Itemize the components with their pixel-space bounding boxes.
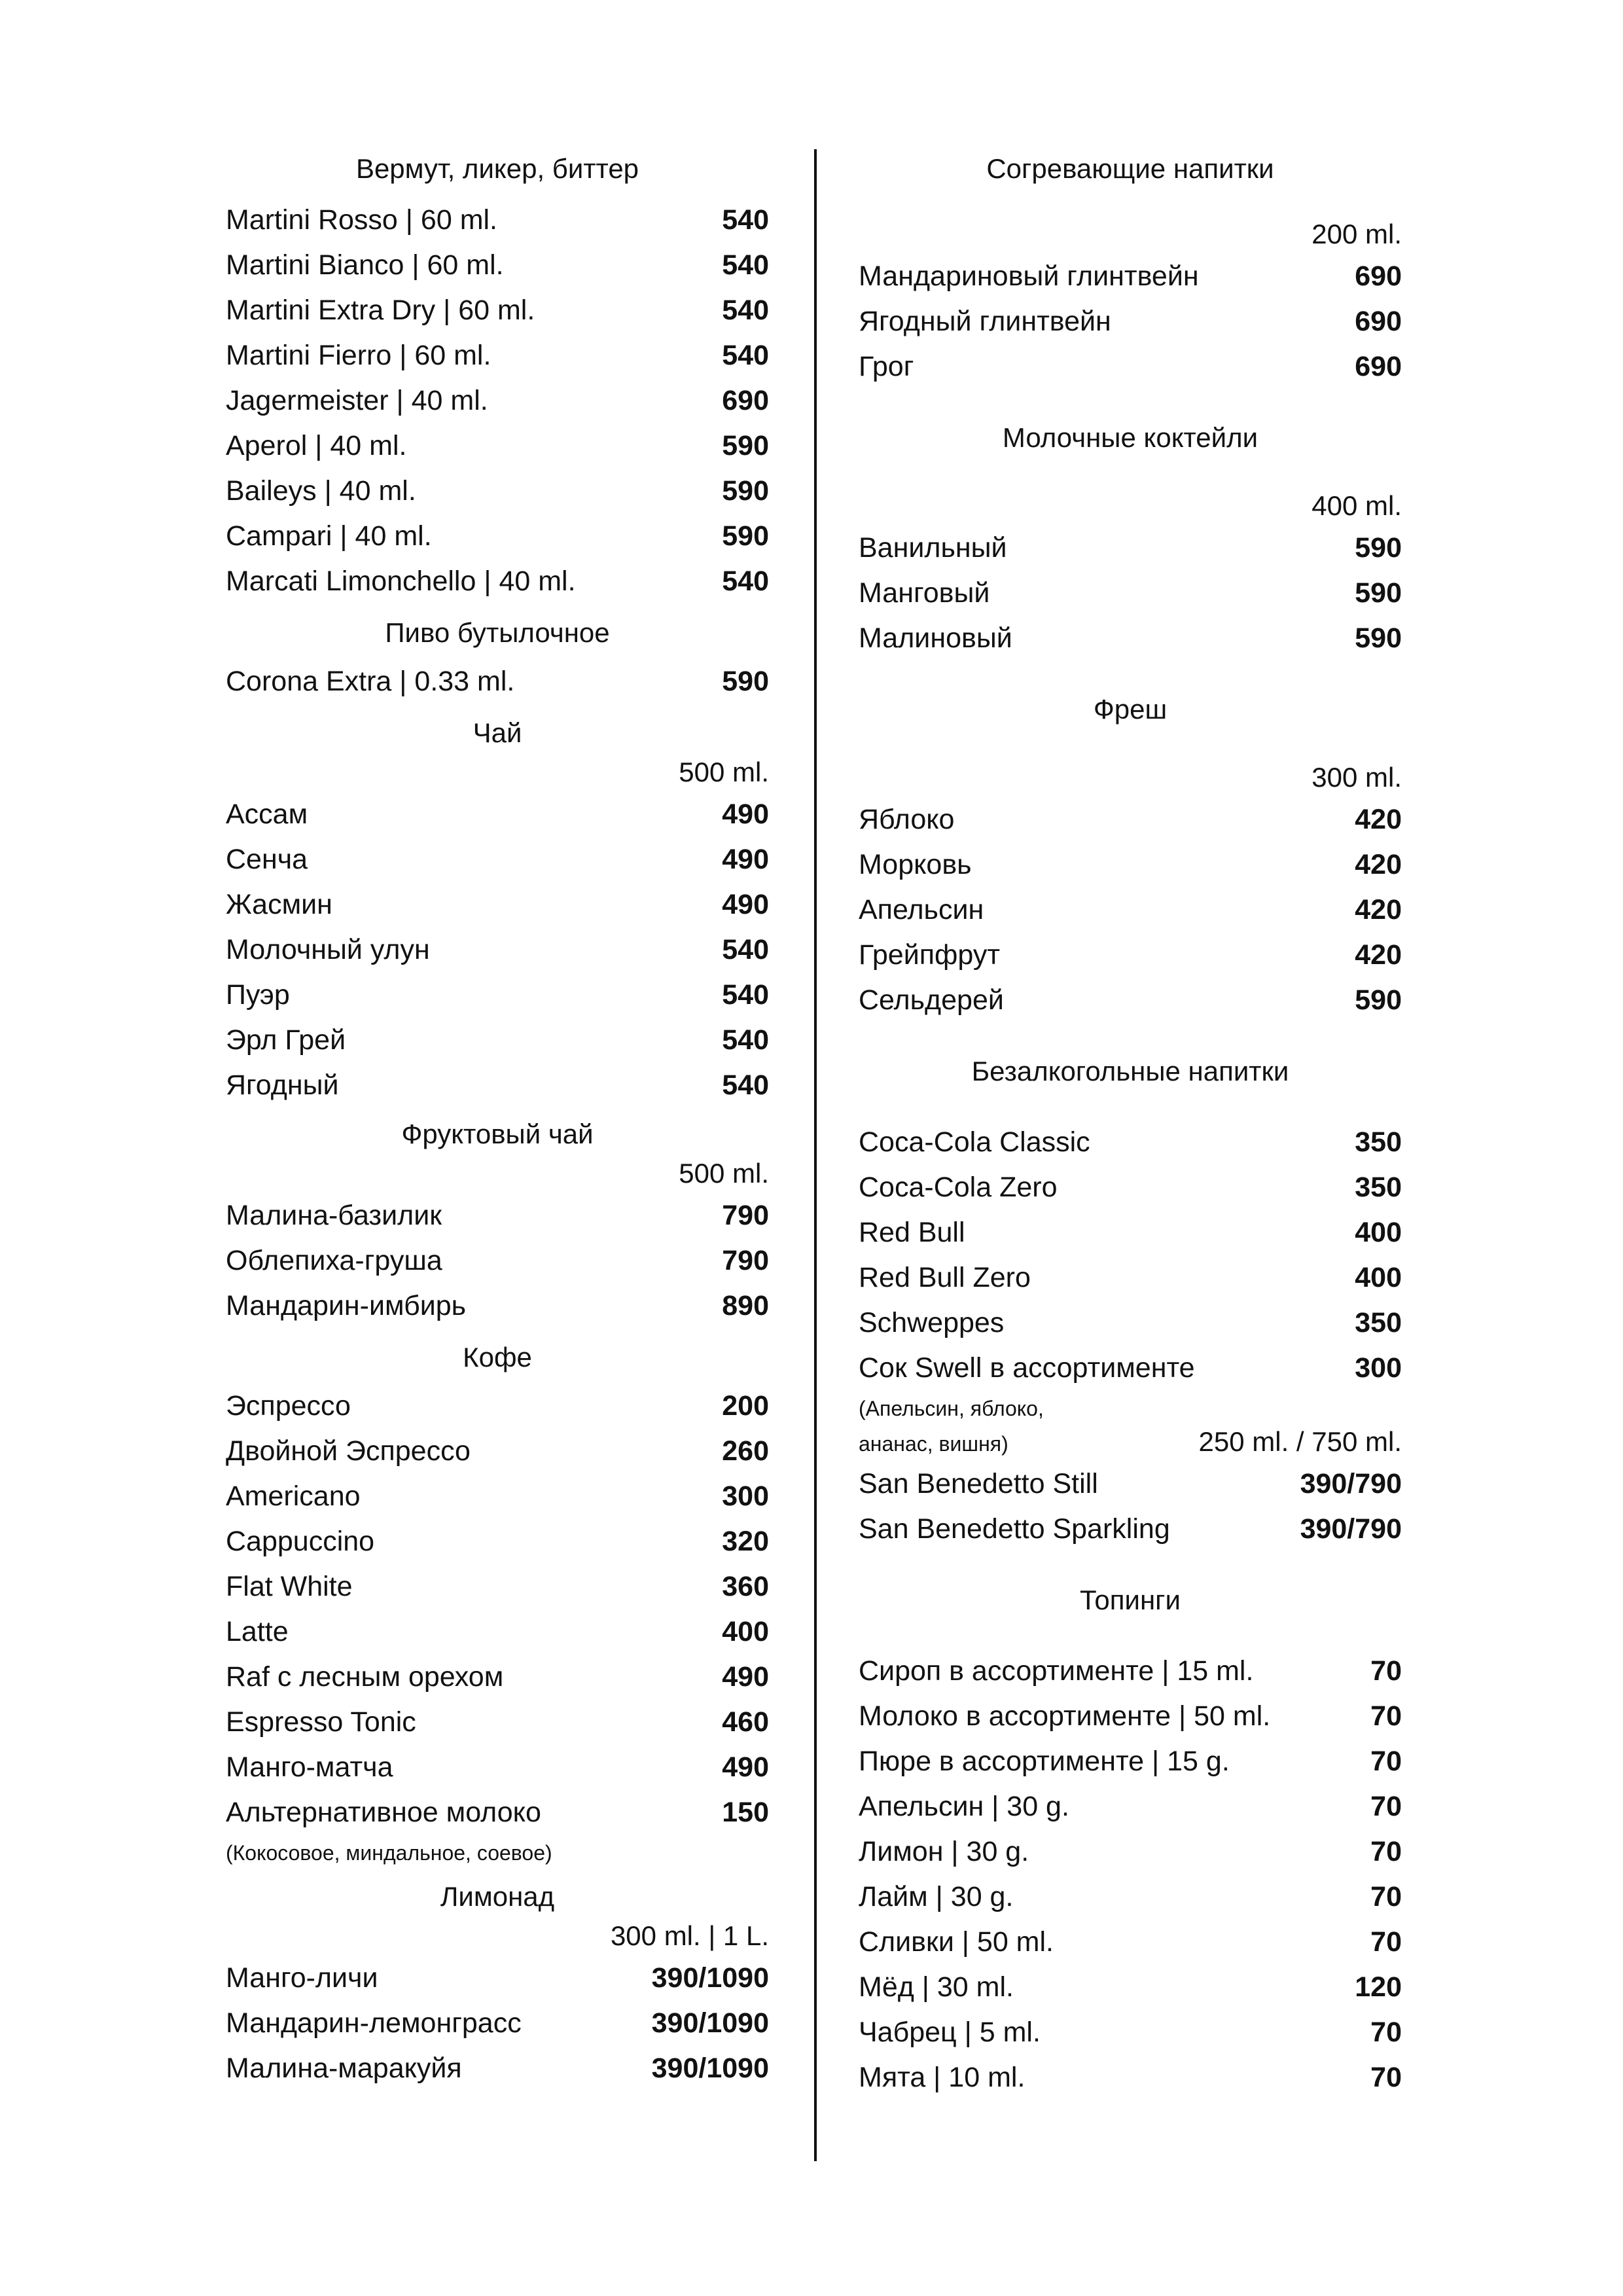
menu-item xyxy=(226,423,769,469)
section-title: Фреш xyxy=(1093,694,1168,725)
section-title: Согревающие напитки xyxy=(986,153,1274,184)
menu-item xyxy=(859,1462,1402,1507)
item-price: 360 xyxy=(722,1571,769,1602)
item-name: Campari | 40 ml. xyxy=(226,520,432,552)
menu-item xyxy=(226,243,769,288)
menu-item xyxy=(226,1519,769,1564)
volume-label: 300 ml. xyxy=(1311,762,1402,793)
item-price: 590 xyxy=(1355,577,1402,609)
item-name: Сок Swell в ассортименте xyxy=(859,1352,1195,1384)
menu-item xyxy=(859,616,1402,661)
section-title: Кофе xyxy=(463,1342,532,1372)
item-price: 350 xyxy=(1355,1307,1402,1338)
item-price: 690 xyxy=(1355,260,1402,292)
section-title: Молочные коктейли xyxy=(1002,422,1258,453)
menu-item xyxy=(859,933,1402,978)
menu-item xyxy=(859,1120,1402,1165)
item-price: 70 xyxy=(1370,1881,1402,1912)
item-name: Облепиха-груша xyxy=(226,1245,442,1276)
item-name: Martini Bianco | 60 ml. xyxy=(226,249,504,281)
item-price: 420 xyxy=(1355,939,1402,971)
menu-item xyxy=(226,2001,769,2046)
volume-label: 400 ml. xyxy=(1311,490,1402,521)
section-title: Чай xyxy=(473,717,522,748)
item-price: 70 xyxy=(1370,1655,1402,1687)
item-price: 70 xyxy=(1370,1791,1402,1822)
item-price: 260 xyxy=(722,1435,769,1467)
menu-item xyxy=(226,514,769,559)
left-column xyxy=(226,149,769,2091)
item-name: Молоко в ассортименте | 50 ml. xyxy=(859,1700,1271,1732)
item-price: 390/790 xyxy=(1300,1513,1402,1545)
section-coffee xyxy=(226,1338,769,1871)
item-price: 790 xyxy=(722,1245,769,1276)
item-price: 690 xyxy=(1355,351,1402,382)
menu-item xyxy=(859,1255,1402,1300)
menu-item xyxy=(226,1564,769,1609)
item-price: 70 xyxy=(1370,1700,1402,1732)
item-price: 70 xyxy=(1370,1746,1402,1777)
item-name: Мандарин-лемонграсс xyxy=(226,2007,522,2039)
menu-item xyxy=(226,1384,769,1429)
item-price: 540 xyxy=(722,340,769,371)
menu-item xyxy=(226,1429,769,1474)
menu-item xyxy=(226,1018,769,1063)
item-name: Сливки | 50 ml. xyxy=(859,1926,1054,1958)
section-title: Лимонад xyxy=(440,1881,555,1912)
item-name: Coca-Cola Zero xyxy=(859,1172,1058,1203)
item-price: 400 xyxy=(1355,1262,1402,1293)
section-warming xyxy=(859,149,1402,389)
item-name: Апельсин | 30 g. xyxy=(859,1791,1069,1822)
item-name: Martini Rosso | 60 ml. xyxy=(226,204,498,236)
item-name: Жасмин xyxy=(226,889,332,920)
section-title: Топинги xyxy=(1080,1585,1181,1615)
menu-item xyxy=(859,1784,1402,1829)
item-price: 540 xyxy=(722,295,769,326)
right-column xyxy=(859,149,1402,2100)
item-name: Martini Fierro | 60 ml. xyxy=(226,340,491,371)
item-name: Espresso Tonic xyxy=(226,1706,416,1738)
section-title: Безалкогольные напитки xyxy=(971,1056,1289,1086)
item-name: Молочный улун xyxy=(226,934,430,965)
item-price: 320 xyxy=(722,1526,769,1557)
note-line: ананас, вишня) xyxy=(859,1432,1008,1456)
menu-item xyxy=(859,842,1402,888)
item-name: Сенча xyxy=(226,844,308,875)
item-name: Latte xyxy=(226,1616,289,1647)
menu-item xyxy=(226,1238,769,1283)
item-name: Сироп в ассортименте | 15 ml. xyxy=(859,1655,1254,1687)
item-price: 70 xyxy=(1370,1836,1402,1867)
menu-item xyxy=(859,978,1402,1023)
menu-item xyxy=(859,571,1402,616)
item-name: Чабрец | 5 ml. xyxy=(859,2017,1041,2048)
note-line: (Апельсин, яблоко, xyxy=(859,1397,1044,1420)
menu-item xyxy=(226,927,769,973)
menu-item xyxy=(859,1694,1402,1739)
item-name: Marcati Limonchello | 40 ml. xyxy=(226,565,576,597)
item-price: 490 xyxy=(722,1661,769,1693)
item-name: Малина-маракуйя xyxy=(226,2053,462,2084)
item-price: 400 xyxy=(1355,1217,1402,1248)
item-price: 300 xyxy=(1355,1352,1402,1384)
item-name: Мята | 10 ml. xyxy=(859,2062,1026,2093)
item-price: 590 xyxy=(1355,622,1402,654)
item-price: 690 xyxy=(1355,306,1402,337)
menu-item xyxy=(859,2010,1402,2055)
item-price: 150 xyxy=(722,1797,769,1828)
menu-item xyxy=(859,1739,1402,1784)
section-fresh xyxy=(859,690,1402,1023)
menu-item xyxy=(859,344,1402,389)
menu-item xyxy=(859,299,1402,344)
item-price: 300 xyxy=(722,1480,769,1512)
menu-item xyxy=(859,1965,1402,2010)
menu-item xyxy=(859,526,1402,571)
volume-label: 200 ml. xyxy=(1311,219,1402,249)
volume-label: 500 ml. xyxy=(679,1158,769,1189)
item-name: Мёд | 30 ml. xyxy=(859,1971,1014,2003)
item-name: Americano xyxy=(226,1480,361,1512)
section-milkshakes xyxy=(859,418,1402,661)
menu-item xyxy=(226,1700,769,1745)
item-name: Flat White xyxy=(226,1571,353,1602)
menu-item xyxy=(226,1283,769,1329)
item-name: Апельсин xyxy=(859,894,984,925)
item-price: 420 xyxy=(1355,894,1402,925)
menu-item xyxy=(859,1300,1402,1346)
item-name: Морковь xyxy=(859,849,972,880)
menu-item xyxy=(859,2055,1402,2100)
item-name: Эспрессо xyxy=(226,1390,351,1422)
item-price: 120 xyxy=(1355,1971,1402,2003)
item-price: 200 xyxy=(722,1390,769,1422)
item-name: San Benedetto Still xyxy=(859,1468,1098,1499)
item-name: Пюре в ассортименте | 15 g. xyxy=(859,1746,1230,1777)
section-tea xyxy=(226,713,769,1108)
item-price: 590 xyxy=(722,520,769,552)
menu-item xyxy=(859,1507,1402,1552)
item-name: Манго-личи xyxy=(226,1962,378,1994)
item-name: Малиновый xyxy=(859,622,1012,654)
item-price: 590 xyxy=(722,430,769,461)
item-price: 590 xyxy=(1355,532,1402,564)
menu-item xyxy=(859,797,1402,842)
item-price: 540 xyxy=(722,565,769,597)
menu-item xyxy=(226,1193,769,1238)
volume-label: 500 ml. xyxy=(679,757,769,787)
section-lemonade xyxy=(226,1877,769,2091)
section-title: Фруктовый чай xyxy=(401,1119,594,1149)
item-price: 70 xyxy=(1370,1926,1402,1958)
menu-item xyxy=(226,882,769,927)
item-price: 350 xyxy=(1355,1126,1402,1158)
item-price: 690 xyxy=(722,385,769,416)
item-price: 70 xyxy=(1370,2017,1402,2048)
menu-item xyxy=(226,198,769,243)
item-name: Ягодный xyxy=(226,1069,339,1101)
item-price: 70 xyxy=(1370,2062,1402,2093)
item-name: Red Bull xyxy=(859,1217,965,1248)
menu-item xyxy=(226,1655,769,1700)
menu-item xyxy=(859,1165,1402,1210)
item-name: Сельдерей xyxy=(859,984,1004,1016)
item-price: 890 xyxy=(722,1290,769,1321)
item-price: 540 xyxy=(722,979,769,1011)
item-name: Baileys | 40 ml. xyxy=(226,475,416,507)
item-name: Лимон | 30 g. xyxy=(859,1836,1029,1867)
menu-item xyxy=(226,378,769,423)
item-name: Schweppes xyxy=(859,1307,1005,1338)
menu-item xyxy=(226,792,769,837)
section-beer xyxy=(226,613,769,704)
menu-item xyxy=(859,1920,1402,1965)
item-price: 460 xyxy=(722,1706,769,1738)
menu-item xyxy=(226,659,769,704)
section-fruit-tea xyxy=(226,1115,769,1329)
item-price: 790 xyxy=(722,1200,769,1231)
juice-note-row xyxy=(859,1391,1402,1462)
menu-item xyxy=(226,1063,769,1108)
menu-item xyxy=(859,888,1402,933)
item-name: Малина-базилик xyxy=(226,1200,442,1231)
menu-item xyxy=(859,1874,1402,1920)
menu-item xyxy=(226,837,769,882)
item-price: 390/1090 xyxy=(651,2007,769,2039)
item-price: 540 xyxy=(722,249,769,281)
item-name: Aperol | 40 ml. xyxy=(226,430,407,461)
item-name: Ассам xyxy=(226,798,308,830)
menu-item xyxy=(859,1829,1402,1874)
volume-label: 300 ml. | 1 L. xyxy=(610,1920,769,1951)
menu-item xyxy=(226,1956,769,2001)
menu-item xyxy=(859,1210,1402,1255)
item-name: Лайм | 30 g. xyxy=(859,1881,1014,1912)
item-price: 590 xyxy=(722,666,769,697)
item-name: Грог xyxy=(859,351,914,382)
item-price: 390/790 xyxy=(1300,1468,1402,1499)
item-name: Манговый xyxy=(859,577,990,609)
item-price: 490 xyxy=(722,798,769,830)
item-price: 420 xyxy=(1355,804,1402,835)
menu-item xyxy=(226,1474,769,1519)
menu-item xyxy=(226,1745,769,1790)
item-price: 540 xyxy=(722,1024,769,1056)
item-name: Red Bull Zero xyxy=(859,1262,1031,1293)
item-note: (Кокосовое, миндальное, соевое) xyxy=(226,1841,552,1865)
volume-label: 250 ml. / 750 ml. xyxy=(1198,1426,1402,1457)
item-name: Corona Extra | 0.33 ml. xyxy=(226,666,515,697)
menu-item xyxy=(859,1649,1402,1694)
item-price: 540 xyxy=(722,1069,769,1101)
item-note xyxy=(859,1391,1044,1462)
item-price: 540 xyxy=(722,204,769,236)
menu-item xyxy=(226,973,769,1018)
menu-item xyxy=(859,1346,1402,1391)
menu-item xyxy=(226,559,769,604)
item-name: Cappuccino xyxy=(226,1526,375,1557)
item-price: 350 xyxy=(1355,1172,1402,1203)
item-name: Эрл Грей xyxy=(226,1024,346,1056)
section-title: Вермут, ликер, биттер xyxy=(355,153,639,184)
item-name: Манго-матча xyxy=(226,1751,393,1783)
item-price: 590 xyxy=(1355,984,1402,1016)
item-name: Ванильный xyxy=(859,532,1007,564)
item-name: Coca-Cola Classic xyxy=(859,1126,1090,1158)
menu-item xyxy=(226,1790,769,1835)
item-name: Мандарин-имбирь xyxy=(226,1290,467,1321)
menu-item xyxy=(226,2046,769,2091)
item-name: Пуэр xyxy=(226,979,290,1011)
item-name: San Benedetto Sparkling xyxy=(859,1513,1170,1545)
item-name: Альтернативное молоко xyxy=(226,1797,541,1828)
section-vermouth xyxy=(226,149,769,604)
item-name: Грейпфрут xyxy=(859,939,1001,971)
item-price: 490 xyxy=(722,889,769,920)
section-title: Пиво бутылочное xyxy=(385,617,610,648)
menu-item xyxy=(226,1609,769,1655)
menu-item xyxy=(226,333,769,378)
menu-item xyxy=(226,288,769,333)
item-name: Ягодный глинтвейн xyxy=(859,306,1111,337)
item-price: 590 xyxy=(722,475,769,507)
menu-item xyxy=(859,254,1402,299)
item-name: Яблоко xyxy=(859,804,955,835)
item-name: Raf с лесным орехом xyxy=(226,1661,504,1693)
item-price: 490 xyxy=(722,844,769,875)
item-name: Двойной Эспрессо xyxy=(226,1435,471,1467)
item-price: 390/1090 xyxy=(651,2053,769,2084)
item-price: 420 xyxy=(1355,849,1402,880)
section-toppings xyxy=(859,1581,1402,2100)
column-divider xyxy=(814,149,817,2161)
item-name: Martini Extra Dry | 60 ml. xyxy=(226,295,535,326)
menu-item xyxy=(226,469,769,514)
section-soft-drinks xyxy=(859,1052,1402,1552)
item-price: 540 xyxy=(722,934,769,965)
item-price: 390/1090 xyxy=(651,1962,769,1994)
item-name: Мандариновый глинтвейн xyxy=(859,260,1199,292)
item-price: 400 xyxy=(722,1616,769,1647)
item-name: Jagermeister | 40 ml. xyxy=(226,385,488,416)
item-price: 490 xyxy=(722,1751,769,1783)
